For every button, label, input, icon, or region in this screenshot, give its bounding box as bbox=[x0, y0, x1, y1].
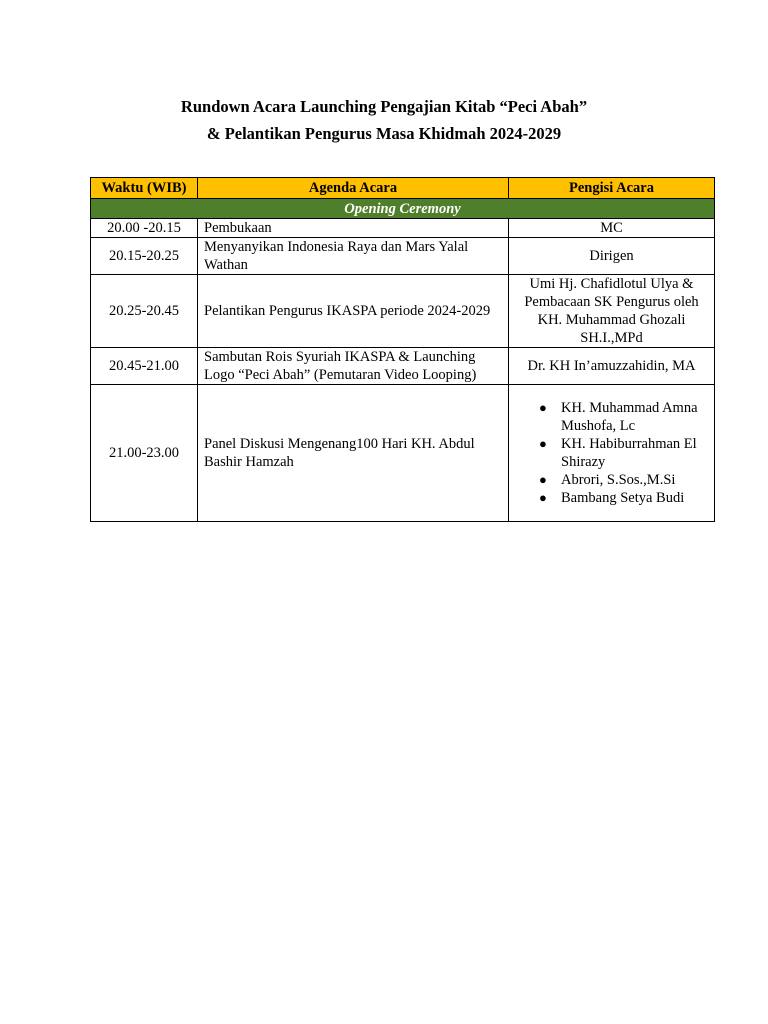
row-speaker: Umi Hj. Chafidlotul Ulya & Pembacaan SK Pengurus oleh KH. Muhammad Ghozali SH.I.,MPd bbox=[509, 275, 715, 348]
bullet-icon: ● bbox=[539, 472, 547, 487]
row-speaker-list bbox=[509, 385, 715, 522]
row-agenda: Sambutan Rois Syuriah IKASPA & Launching Logo “Peci Abah” (Pemutaran Video Looping) bbox=[198, 348, 509, 385]
row-speaker: Dr. KH In’amuzzahidin, MA bbox=[509, 348, 715, 385]
header-speaker: Pengisi Acara bbox=[509, 178, 715, 199]
table-header-row bbox=[91, 178, 715, 199]
speaker-name: Abrori, S.Sos.,M.Si bbox=[561, 472, 676, 488]
row-time: 20.25-20.45 bbox=[91, 275, 198, 348]
list-item bbox=[539, 435, 708, 471]
rundown-table bbox=[90, 177, 715, 522]
table-row bbox=[91, 385, 715, 522]
speaker-name: KH. Muhammad Amna Mushofa, Lc bbox=[561, 400, 698, 434]
row-speaker: Dirigen bbox=[509, 238, 715, 275]
title-line-1: Rundown Acara Launching Pengajian Kitab “Peci Abah” bbox=[180, 97, 588, 116]
row-agenda: Pelantikan Pengurus IKASPA periode 2024-2029 bbox=[198, 275, 509, 348]
row-agenda: Menyanyikan Indonesia Raya dan Mars Yalal Wathan bbox=[198, 238, 509, 275]
list-item bbox=[539, 489, 708, 507]
section-title: Opening Ceremony bbox=[91, 199, 715, 219]
speaker-name: KH. Habiburrahman El Shirazy bbox=[561, 436, 697, 470]
row-time: 20.15-20.25 bbox=[91, 238, 198, 275]
row-agenda: Panel Diskusi Mengenang100 Hari KH. Abdul Bashir Hamzah bbox=[198, 385, 509, 522]
table-row bbox=[91, 238, 715, 275]
header-time: Waktu (WIB) bbox=[91, 178, 198, 199]
document-title bbox=[0, 93, 768, 147]
row-speaker: MC bbox=[509, 219, 715, 238]
row-time: 21.00-23.00 bbox=[91, 385, 198, 522]
table-row bbox=[91, 219, 715, 238]
list-item bbox=[539, 399, 708, 435]
table-row bbox=[91, 275, 715, 348]
list-item bbox=[539, 471, 708, 489]
title-line-2: & Pelantikan Pengurus Masa Khidmah 2024-2029 bbox=[206, 124, 562, 143]
row-time: 20.00 -20.15 bbox=[91, 219, 198, 238]
bullet-icon: ● bbox=[539, 436, 547, 451]
header-agenda: Agenda Acara bbox=[198, 178, 509, 199]
bullet-icon: ● bbox=[539, 400, 547, 415]
speaker-name: Bambang Setya Budi bbox=[561, 490, 685, 506]
row-agenda: Pembukaan bbox=[198, 219, 509, 238]
section-row bbox=[91, 199, 715, 219]
speaker-list bbox=[515, 399, 708, 507]
table-row bbox=[91, 348, 715, 385]
bullet-icon: ● bbox=[539, 490, 547, 505]
row-time: 20.45-21.00 bbox=[91, 348, 198, 385]
